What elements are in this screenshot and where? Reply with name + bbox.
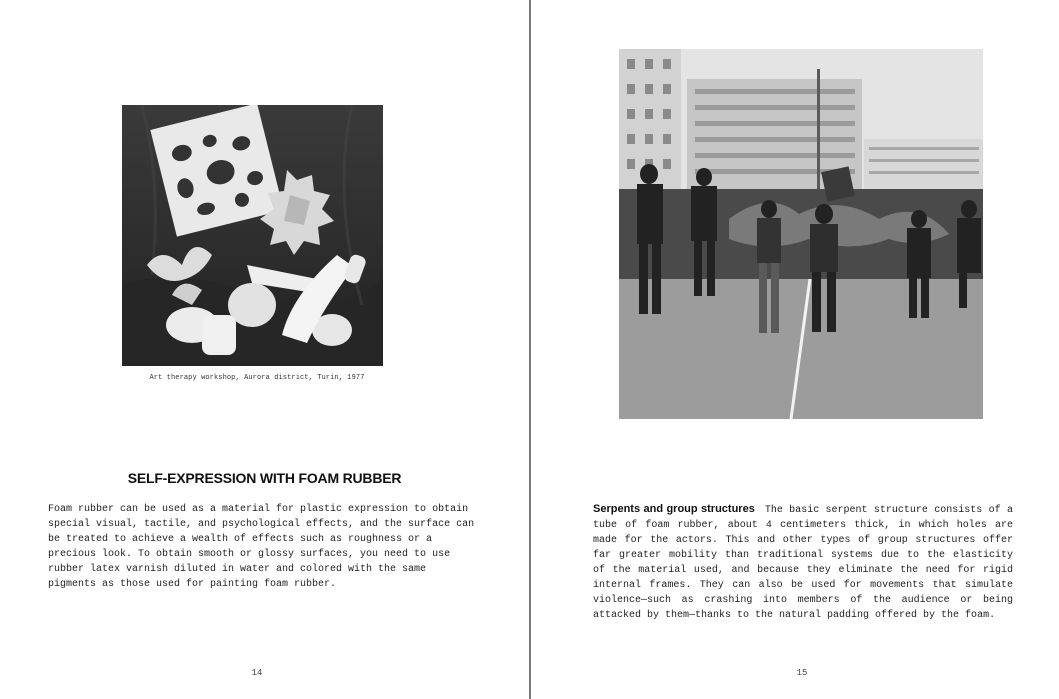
photo-caption: Art therapy workshop, Aurora district, Turin, 1977	[149, 374, 365, 382]
street-parade-image	[619, 49, 983, 419]
section-title: SELF-EXPRESSION WITH FOAM RUBBER	[127, 470, 402, 486]
foam-sculptures-image	[122, 105, 383, 366]
page-number-right: 15	[796, 668, 808, 678]
body-text-right	[593, 502, 1013, 623]
body-text-left: Foam rubber can be used as a material for plastic expression to obtain special visual, tactile, and psychological effects, and the surface can be treated to achieve a wealth of effects such as roughness or a precious look. To obtain smooth or glossy surfaces, you need to use rubber latex varnish diluted in water and colored with the same pigments as those used for painting foam rubber.	[48, 504, 475, 590]
left-page	[0, 0, 529, 699]
street-parade-photo	[619, 49, 983, 419]
foam-sculptures-photo	[122, 105, 383, 366]
run-in-heading: Serpents and group structures	[593, 503, 755, 515]
body-text-right-content: The basic serpent structure consists of a tube of foam rubber, about 4 centimeters thick, in which holes are made for the actors. This and other types of group structures offer far greater mobility than traditional systems due to the elasticity of the material used, and because they eliminate the need for rigid internal frames. They can also be used for movements that simulate violence—such as crashing into members of the audience or being attacked by them—thanks to the natural padding offered by the foam.	[593, 505, 1013, 621]
page-number-left: 14	[251, 668, 263, 678]
right-page	[531, 0, 1059, 699]
